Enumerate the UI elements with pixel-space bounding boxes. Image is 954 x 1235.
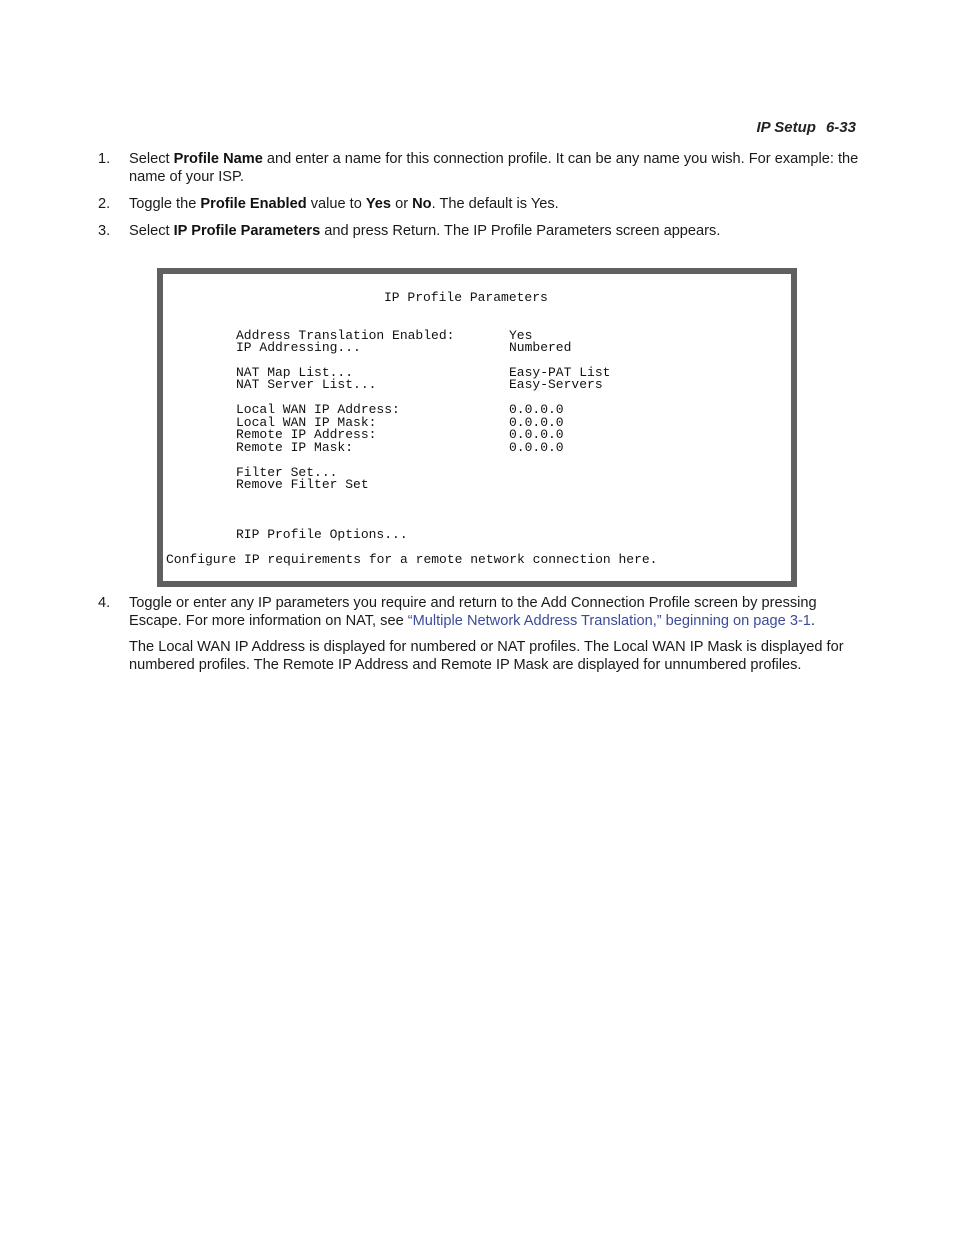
value-nat-server-list[interactable]: Easy-Servers [509,377,603,392]
menu-item-remote-ip-address[interactable]: Remote IP Address: [236,427,377,442]
cross-reference-link[interactable]: “Multiple Network Address Translation,” beginning on page 3-1 [407,613,811,629]
step-number: 1. [98,151,111,167]
menu-item-remote-ip-mask[interactable]: Remote IP Mask: [236,440,354,455]
value-nat-map-list[interactable]: Easy-PAT List [509,365,611,380]
step-text: Select Profile Name and enter a name for this connection profile. It can be any name you wish. For example: the name of your ISP. [129,151,859,185]
menu-item-nat-map-list[interactable]: NAT Map List... [236,365,354,380]
value-remote-ip-mask[interactable]: 0.0.0.0 [509,440,564,455]
step-number: 3. [98,223,111,239]
menu-item-local-wan-ip-mask[interactable]: Local WAN IP Mask: [236,415,377,430]
menu-item-local-wan-ip-address[interactable]: Local WAN IP Address: [236,402,400,417]
step-text: Select IP Profile Parameters and press Return. The IP Profile Parameters screen appears. [129,223,721,239]
menu-item-ip-addressing[interactable]: IP Addressing... [236,340,361,355]
step-number: 2. [98,196,111,212]
emphasis: Profile Name [173,151,263,167]
screen-title: IP Profile Parameters [384,290,548,305]
step-number: 4. [98,595,111,611]
menu-item-remove-filter-set[interactable]: Remove Filter Set [236,477,369,492]
step-text: Toggle the Profile Enabled value to Yes or No. The default is Yes. [129,196,559,212]
value-address-translation[interactable]: Yes [509,328,533,343]
section-title: IP Setup [756,119,816,136]
step-note: The Local WAN IP Address is displayed for numbered or NAT profiles. The Local WAN IP Mask is displayed for numbered profiles. The Remote IP Address and Remote IP Mask are displayed for unnumbered profiles. [129,639,844,673]
menu-item-filter-set[interactable]: Filter Set... [236,465,338,480]
terminal-screen [157,268,797,587]
value-local-wan-ip-mask[interactable]: 0.0.0.0 [509,415,564,430]
running-header [757,119,856,136]
page-number: 6-33 [825,119,856,136]
status-line: Configure IP requirements for a remote network connection here. [166,552,658,567]
value-local-wan-ip-address[interactable]: 0.0.0.0 [509,402,564,417]
value-remote-ip-address[interactable]: 0.0.0.0 [509,427,564,442]
value-ip-addressing[interactable]: Numbered [509,340,572,355]
menu-item-nat-server-list[interactable]: NAT Server List... [236,377,377,392]
step-text: Toggle or enter any IP parameters you require and return to the Add Connection Profile screen by pressing Escape. For more information on NAT, see “Multiple Network Address Translation,” beginning on page 3-1. [129,595,817,629]
menu-item-rip-profile-options[interactable]: RIP Profile Options... [236,527,408,542]
menu-item-address-translation[interactable]: Address Translation Enabled: [236,328,455,343]
